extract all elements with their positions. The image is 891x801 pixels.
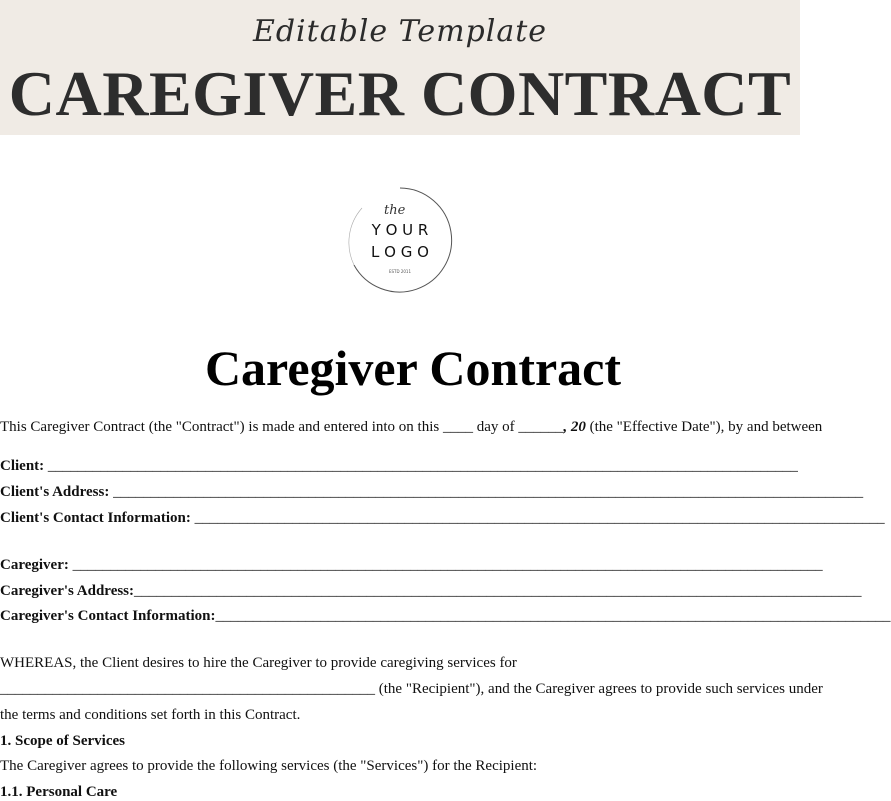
caregiver-address-label: Caregiver's Address:: [0, 583, 135, 599]
document-title: Caregiver Contract: [204, 340, 622, 396]
section-1-text: The Caregiver agrees to provide the following services (the "Services") for the Recipient:: [0, 758, 538, 774]
whereas-line-1: WHEREAS, the Client desires to hire the Caregiver to provide caregiving services for: [0, 655, 517, 671]
caregiver-contact-field[interactable]: [0, 607, 891, 625]
client-contact-blank[interactable]: ____________________________________________________________________________________________: [190, 510, 885, 526]
client-blank[interactable]: ____________________________________________________________________________________________________: [44, 458, 798, 474]
logo-ring-faint: [349, 208, 362, 265]
caregiver-address-blank[interactable]: _________________________________________________________________________________________________: [134, 583, 862, 599]
client-address-label: Client's Address:: [0, 484, 110, 500]
intro-paragraph: [0, 418, 823, 436]
caregiver-contact-label: Caregiver's Contact Information:: [0, 608, 216, 624]
intro-year: , 20: [563, 419, 586, 435]
intro-text-c: (the "Effective Date"), by and between: [585, 419, 823, 435]
client-contact-field[interactable]: [0, 509, 885, 527]
banner-title: CAREGIVER CONTRACT: [8, 58, 792, 129]
banner-script-title: Editable Template: [252, 14, 548, 49]
whereas-line-2: __________________________________________________ (the "Recipient"), and the Caregiver agrees to provide such services under: [0, 681, 823, 697]
section-1-1-heading-text: 1.1. Personal Care: [0, 784, 118, 800]
client-address-blank[interactable]: ____________________________________________________________________________________________________: [109, 484, 864, 500]
client-contact-label: Client's Contact Information:: [0, 510, 191, 526]
caregiver-address-field[interactable]: [0, 582, 862, 600]
whereas-line-3: the terms and conditions set forth in this Contract.: [0, 707, 301, 723]
logo-line1: Y O U R: [371, 221, 429, 239]
section-1-heading-text: 1. Scope of Services: [0, 733, 125, 749]
client-address-field[interactable]: [0, 483, 864, 501]
client-field[interactable]: [0, 457, 800, 475]
caregiver-contact-blank[interactable]: __________________________________________________________________________________________: [215, 608, 891, 624]
logo-line2: L O G O: [371, 243, 429, 261]
logo-the: the: [384, 203, 406, 218]
section-1-heading: [0, 732, 800, 750]
caregiver-field[interactable]: [0, 556, 823, 574]
logo-placeholder: [340, 180, 460, 300]
logo-est: ESTD 2011: [388, 269, 412, 274]
section-1-1-heading: [0, 783, 800, 801]
caregiver-blank[interactable]: ____________________________________________________________________________________________________: [68, 557, 823, 573]
client-label: Client:: [0, 458, 45, 474]
intro-text-a: This Caregiver Contract (the "Contract") is made and entered into on this ____ day of ______: [0, 419, 564, 435]
caregiver-label: Caregiver:: [0, 557, 69, 573]
